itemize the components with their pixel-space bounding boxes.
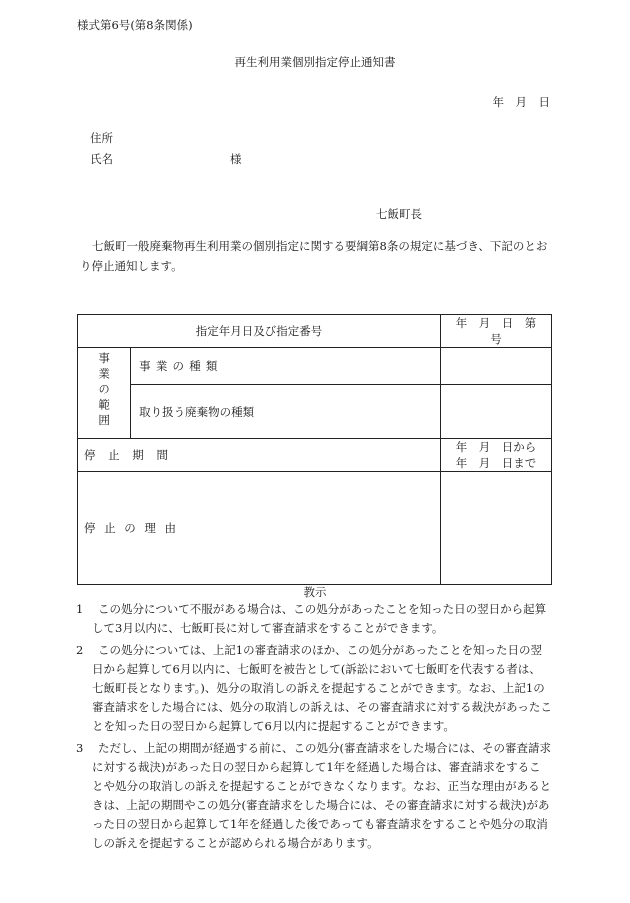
notice-list — [76, 600, 552, 856]
business-type-value — [441, 348, 552, 385]
reason-label: 停止の理由 — [78, 472, 441, 585]
period-label: 停止期間 — [78, 439, 441, 472]
notice-item-number: 2 — [76, 643, 84, 657]
waste-type-value — [441, 385, 552, 439]
body-text: 七飯町一般廃棄物再生利用業の個別指定に関する要綱第8条の規定に基づき、下記のとおり停止通知します。 — [80, 239, 548, 273]
business-type-label: 事業の種類 — [131, 348, 441, 385]
address-label: 住所 — [90, 131, 113, 145]
issue-date: 年 月 日 — [492, 95, 550, 109]
name-label: 氏名 — [90, 152, 113, 166]
issuer: 七飯町長 — [376, 207, 422, 221]
document-title: 再生利用業個別指定停止通知書 — [234, 55, 396, 69]
designation-value: 年 月 日 第 号 — [441, 315, 552, 348]
notice-item-number: 1 — [76, 602, 84, 616]
reason-value — [441, 472, 552, 585]
form-number: 様式第6号(第8条関係) — [77, 18, 193, 32]
notice-item-text: この処分について不服がある場合は、この処分があったことを知った日の翌日から起算して3月以内に、七飯町長に対して審査請求をすることができます。 — [92, 602, 547, 635]
waste-type-label: 取り扱う廃棄物の種類 — [131, 385, 441, 439]
notice-item-text: この処分については、上記1の審査請求のほか、この処分があったことを知った日の翌日から起算して6月以内に、七飯町を被告として(訴訟において七飯町を代表する者は、七飯町長となります。)、処分の取消しの訴えを提起することができます。なお、上記1の審査請求をした場合には、処分の取消しの訴えは、その審査請求に対する裁決があったことを知った日の翌日から起算して6月以内に提起することができます。 — [92, 643, 552, 733]
notice-item-number: 3 — [76, 741, 84, 755]
honorific: 様 — [230, 152, 242, 166]
scope-label-text: 事業の範囲 — [97, 351, 112, 430]
suspension-table — [77, 314, 571, 585]
scope-label — [78, 348, 131, 439]
notice-item-text: ただし、上記の期間が経過する前に、この処分(審査請求をした場合には、その審査請求に対する裁決)があった日の翌日から起算して1年を経過した場合は、審査請求をすることや処分の取消しの訴えを提起することができなくなります。なお、正当な理由があるときは、上記の期間やこの処分(審査請求をした場合には、その審査請求に対する裁決)があった日の翌日から起算して1年を経過した後であっても審査請求をすることや処分の取消しの訴えを提起することが認められる場合があります。 — [92, 741, 552, 850]
notice-item — [76, 600, 552, 638]
notice-title: 教示 — [303, 585, 327, 599]
designation-label: 指定年月日及び指定番号 — [78, 315, 441, 348]
notice-item — [76, 641, 552, 736]
period-value: 年 月 日から 年 月 日まで — [441, 439, 552, 472]
notice-item — [76, 739, 552, 853]
